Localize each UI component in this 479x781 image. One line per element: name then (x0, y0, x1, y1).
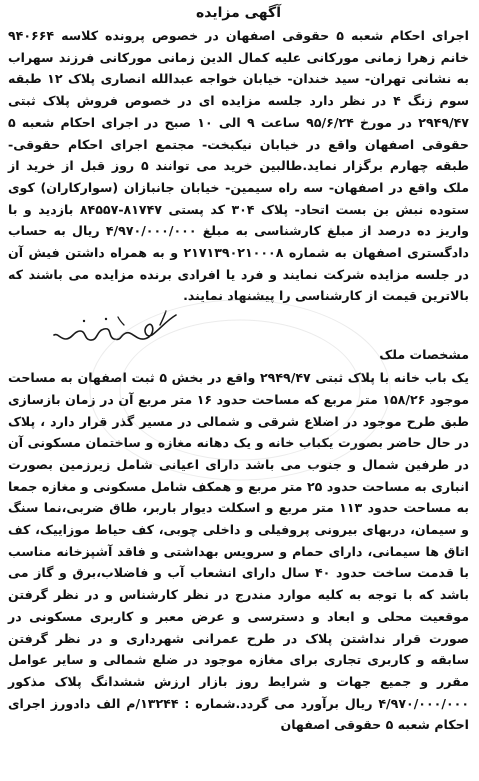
specs-heading: مشخصات ملک (379, 347, 469, 363)
notice-body: اجرای احکام شعبه ۵ حقوقی اصفهان در خصوص پرونده کلاسه ۹۴۰۶۶۴ خانم زهرا زمانی مورکانی علیه کمال الدین زمانی مورکانی فرزند سهراب به نشانی تهران- سید خندان- خیابان خواجه عبدالله انصاری پلاک ۱۲ طبقه سوم زنگ ۴ در نظر دارد جلسه مزایده ای در خصوص فروش پلاک ثبتی ۲۹۴۹/۴۷ در مورخ ۹۵/۶/۲۴ ساعت ۹ الی ۱۰ صبح در اجرای احکام شعبه ۵ حقوقی اصفهان واقع در خیابان نیکبخت- مجتمع اجرای احکام حقوقی- طبقه چهارم برگزار نماید.طالبین خرید می توانند ۵ روز قبل از خرید از ملک واقع در اصفهان- سه راه سیمین- خیابان جانبازان (سوارکاران) کوی ستوده نبش بن بست اتحاد- پلاک ۳۰۴ کد پستی ۸۱۷۴۷-۸۴۵۵۷ بازدید و با واریز ده درصد از مبلغ کارشناسی به مبلغ ۴/۹۷۰/۰۰۰/۰۰۰ ریال به حساب دادگستری اصفهان به شماره ۲۱۷۱۳۹۰۲۱۰۰۰۸ و به همراه داشتن فیش آن در جلسه مزایده شرکت نمایند و فرد یا افرادی برنده مزایده می باشند که بالاترین قیمت از کارشناسی را پیشنهاد نمایند. (8, 28, 469, 304)
specs-body: یک باب خانه با پلاک ثبتی ۲۹۴۹/۴۷ واقع در بخش ۵ ثبت اصفهان به مساحت موجود ۱۵۸/۲۶ متر مربع که مساحت حدود ۱۶ متر مربع آن در زمان بازسازی طبق طرح موجود در اضلاع شرقی و شمالی در مسیر گذر قرار دارد ، پلاک در حال حاضر بصورت یکباب خانه و یک دهانه مغازه و ساختمان مسکونی آن در طرفین شمال و جنوب می باشد دارای اعیانی شامل زیرزمین بصورت انباری به مساحت حدود ۲۵ متر مربع و همکف شامل مسکونی و مغازه جمعا به مساحت حدود ۱۱۳ متر مربع و اسکلت دیوار باربر، طاق ضربی،نما سنگ و سیمان، دربهای بیرونی پروفیلی و داخلی چوبی، کف حیاط موزاییک، کف اتاق ها سیمانی، دارای حمام و سرویس بهداشتی و فاقد آشپزخانه مناسب با قدمت ساخت حدود ۴۰ سال دارای انشعاب آب و فاضلاب،برق و گاز می باشد که با توجه به کلیه موارد مندرج در نظر کارشناس و در نظر گرفتن موقعیت محلی و ابعاد و دسترسی و عرض معبر و کاربری مسکونی در صورت قرار نداشتن پلاک در طرح عمرانی شهرداری و در نظر گرفتن سابقه و کاربری تجاری برای مغازه موجود در ضلع شمالی و سایر عوامل مقرر و جمیع جهات و شرایط روز بازار ارزش ششدانگ پلاک مذکور ۴/۹۷۰/۰۰۰/۰۰۰ ریال برآورد می گردد.شماره : ۱۳۲۴۴/م الف دادورز اجرای احکام شعبه ۵ حقوقی اصفهان (8, 370, 470, 733)
notice-title: آگهی مزایده (195, 5, 281, 21)
handwritten-signature (48, 307, 183, 345)
signature-row (8, 307, 469, 345)
